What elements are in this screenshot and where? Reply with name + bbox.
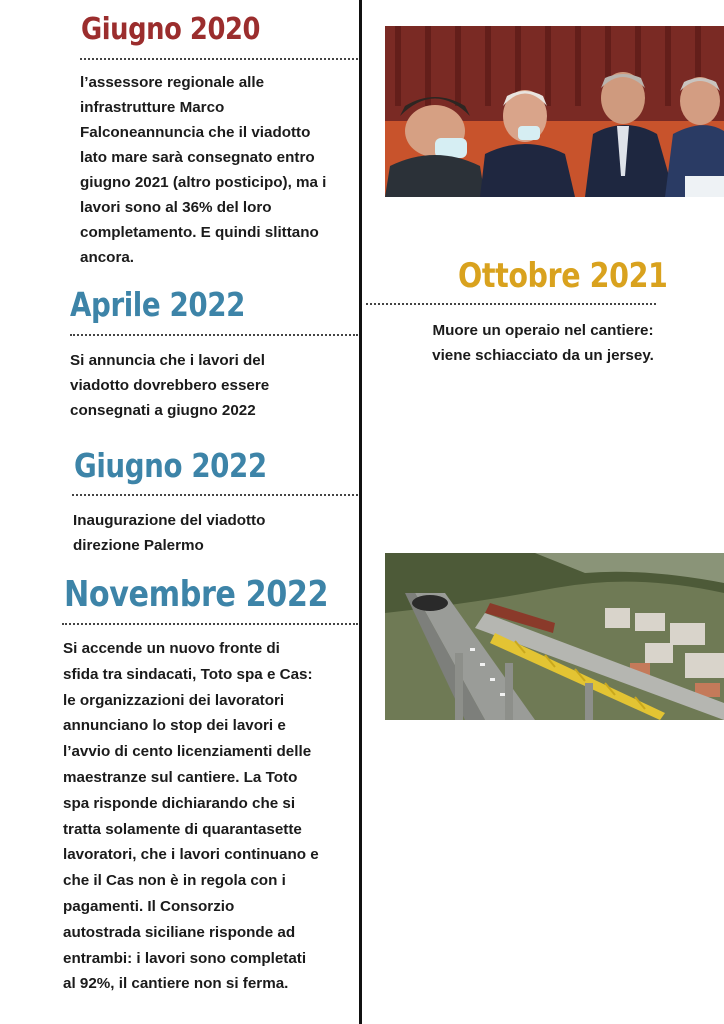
text-line: maestranze sul cantiere. La Toto	[63, 768, 298, 786]
timeline-divider	[359, 0, 362, 1024]
text-line: Si annuncia che i lavori del	[70, 352, 265, 369]
text-line: lavori sono al 36% del loro	[80, 199, 272, 216]
text-line: le organizzazioni dei lavoratori	[63, 691, 285, 709]
text-line: viadotto dovrebbero essere	[70, 377, 270, 394]
text-line: Si accende un nuovo fronte di	[63, 640, 280, 657]
text-line: lato mare sarà consegnato entro	[80, 149, 315, 166]
text-line: che il Cas non è in regola con i	[63, 872, 286, 890]
text-line: viene schiacciato da un jersey.	[432, 347, 654, 364]
text-line: infrastrutture Marco	[80, 99, 225, 116]
text-line: autostrada siciliane risponde ad	[63, 923, 296, 941]
dotted-rule	[70, 334, 358, 336]
heading-ottobre-2021: Ottobre 2021	[458, 256, 668, 296]
text-line: pagamenti. Il Consorzio	[63, 897, 235, 915]
heading-novembre-2022: Novembre 2022	[64, 574, 329, 615]
text-fragment: consegnati a	[70, 402, 168, 419]
dotted-rule	[366, 303, 656, 305]
text-line: tratta solamente di quarantasette	[63, 820, 302, 838]
text-line: Falconeannuncia che il viadotto	[80, 124, 311, 141]
dotted-rule	[62, 623, 358, 625]
dotted-rule	[80, 58, 358, 60]
text-line: l’assessore regionale alle	[80, 74, 265, 91]
text-line: sfida tra sindacati, Toto spa e Cas:	[63, 665, 313, 683]
text-ottobre-2021	[366, 318, 720, 368]
text-line: Muore un operaio nel cantiere:	[432, 322, 654, 339]
text-line: annunciano lo stop dei lavori e	[63, 717, 286, 735]
dotted-rule	[72, 494, 358, 496]
text-line: completamento. E quindi slittano	[80, 224, 319, 241]
heading-giugno-2022: Giugno 2022	[74, 446, 267, 485]
text-line: l’avvio di cento licenziamenti delle	[63, 743, 312, 761]
text-novembre-2022	[63, 636, 358, 997]
text-line: lavoratori, che i lavori continuano e	[63, 846, 319, 864]
text-line	[70, 398, 358, 423]
text-aprile-2022	[70, 348, 358, 423]
heading-giugno-2020: Giugno 2020	[81, 12, 261, 47]
heading-aprile-2022: Aprile 2022	[70, 285, 245, 324]
text-line: ancora.	[80, 249, 135, 266]
text-line: giugno 2021 (altro posticipo), ma i	[80, 174, 327, 191]
text-line: al 92%, il cantiere non si ferma.	[63, 975, 289, 993]
text-line: direzione Palermo	[73, 537, 204, 554]
photo-meeting	[385, 26, 724, 197]
text-line: Inaugurazione del viadotto	[73, 512, 266, 529]
text-emphasis: giugno 2022	[167, 402, 256, 419]
text-line: spa risponde dichiarando che si	[63, 794, 296, 812]
photo-viaduct	[385, 553, 724, 720]
text-giugno-2022	[73, 508, 358, 558]
text-giugno-2020	[80, 70, 358, 270]
text-line: entrambi: i lavori sono completati	[63, 949, 307, 967]
